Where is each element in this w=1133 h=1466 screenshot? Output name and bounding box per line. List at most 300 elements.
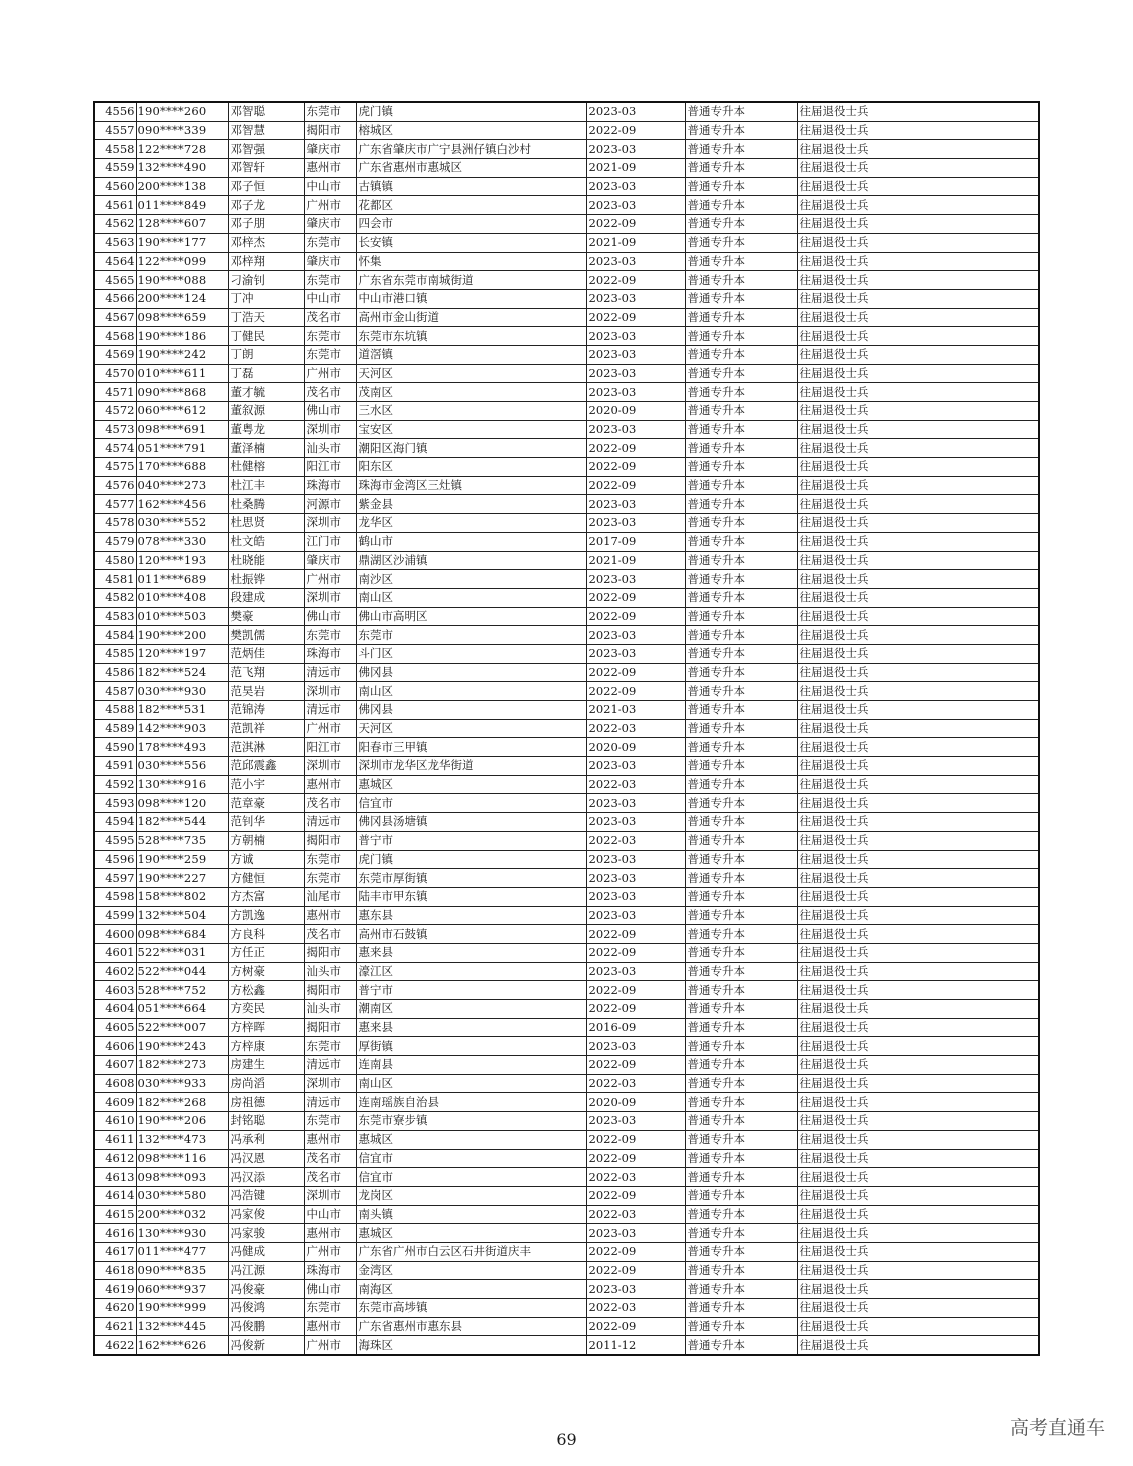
category-cell: 往届退役士兵 <box>797 495 1039 514</box>
category-cell: 往届退役士兵 <box>797 794 1039 813</box>
row-number-cell: 4616 <box>94 1224 136 1243</box>
name-cell: 冯汉恩 <box>228 1149 304 1168</box>
row-number-cell: 4600 <box>94 925 136 944</box>
city-cell: 惠州市 <box>304 1224 356 1243</box>
name-cell: 范炳佳 <box>228 644 304 663</box>
masked-id-cell: 010****503 <box>136 607 228 626</box>
program-type-cell: 普通专升本 <box>685 1261 797 1280</box>
row-number-cell: 4617 <box>94 1242 136 1261</box>
date-cell: 2022-09 <box>586 476 685 495</box>
date-cell: 2023-03 <box>586 813 685 832</box>
program-type-cell: 普通专升本 <box>685 439 797 458</box>
program-type-cell: 普通专升本 <box>685 981 797 1000</box>
date-cell: 2023-03 <box>586 906 685 925</box>
table-row <box>94 215 1039 234</box>
name-cell: 杜晓能 <box>228 551 304 570</box>
address-cell: 四会市 <box>356 215 586 234</box>
address-cell: 普宁市 <box>356 831 586 850</box>
row-number-cell: 4610 <box>94 1112 136 1131</box>
category-cell: 往届退役士兵 <box>797 345 1039 364</box>
row-number-cell: 4565 <box>94 271 136 290</box>
name-cell: 范飞翔 <box>228 663 304 682</box>
masked-id-cell: 122****728 <box>136 140 228 159</box>
table-row <box>94 831 1039 850</box>
category-cell: 往届退役士兵 <box>797 626 1039 645</box>
table-row <box>94 1261 1039 1280</box>
date-cell: 2022-03 <box>586 1205 685 1224</box>
masked-id-cell: 528****752 <box>136 981 228 1000</box>
category-cell: 往届退役士兵 <box>797 1056 1039 1075</box>
row-number-cell: 4621 <box>94 1317 136 1336</box>
name-cell: 冯家俊 <box>228 1205 304 1224</box>
city-cell: 茂名市 <box>304 308 356 327</box>
city-cell: 惠州市 <box>304 1130 356 1149</box>
table-row <box>94 813 1039 832</box>
table-row <box>94 794 1039 813</box>
date-cell: 2022-03 <box>586 1299 685 1318</box>
name-cell: 邓智强 <box>228 140 304 159</box>
table-row <box>94 233 1039 252</box>
program-type-cell: 普通专升本 <box>685 682 797 701</box>
category-cell: 往届退役士兵 <box>797 831 1039 850</box>
table-row <box>94 271 1039 290</box>
name-cell: 方梓康 <box>228 1037 304 1056</box>
date-cell: 2011-12 <box>586 1336 685 1355</box>
name-cell: 方任正 <box>228 943 304 962</box>
brand-watermark: 高考直通车 <box>1009 1417 1105 1439</box>
date-cell: 2022-09 <box>586 1242 685 1261</box>
program-type-cell: 普通专升本 <box>685 532 797 551</box>
city-cell: 江门市 <box>304 532 356 551</box>
table-row <box>94 1149 1039 1168</box>
address-cell: 连南瑶族自治县 <box>356 1093 586 1112</box>
masked-id-cell: 132****445 <box>136 1317 228 1336</box>
category-cell: 往届退役士兵 <box>797 757 1039 776</box>
address-cell: 榕城区 <box>356 121 586 140</box>
city-cell: 茂名市 <box>304 1168 356 1187</box>
city-cell: 东莞市 <box>304 1299 356 1318</box>
program-type-cell: 普通专升本 <box>685 644 797 663</box>
address-cell: 深圳市龙华区龙华街道 <box>356 757 586 776</box>
table-row <box>94 1186 1039 1205</box>
program-type-cell: 普通专升本 <box>685 514 797 533</box>
row-number-cell: 4622 <box>94 1336 136 1355</box>
table-row <box>94 887 1039 906</box>
city-cell: 汕头市 <box>304 1000 356 1019</box>
row-number-cell: 4590 <box>94 738 136 757</box>
table-row <box>94 626 1039 645</box>
address-cell: 惠城区 <box>356 1130 586 1149</box>
category-cell: 往届退役士兵 <box>797 738 1039 757</box>
category-cell: 往届退役士兵 <box>797 850 1039 869</box>
name-cell: 丁朗 <box>228 345 304 364</box>
city-cell: 东莞市 <box>304 271 356 290</box>
date-cell: 2023-03 <box>586 327 685 346</box>
date-cell: 2022-03 <box>586 775 685 794</box>
table-row <box>94 439 1039 458</box>
program-type-cell: 普通专升本 <box>685 869 797 888</box>
masked-id-cell: 098****093 <box>136 1168 228 1187</box>
address-cell: 中山市港口镇 <box>356 289 586 308</box>
name-cell: 丁健民 <box>228 327 304 346</box>
address-cell: 潮南区 <box>356 1000 586 1019</box>
city-cell: 揭阳市 <box>304 121 356 140</box>
address-cell: 天河区 <box>356 719 586 738</box>
date-cell: 2023-03 <box>586 644 685 663</box>
row-number-cell: 4570 <box>94 364 136 383</box>
address-cell: 东莞市 <box>356 626 586 645</box>
address-cell: 惠城区 <box>356 775 586 794</box>
row-number-cell: 4577 <box>94 495 136 514</box>
address-cell: 金湾区 <box>356 1261 586 1280</box>
table-row <box>94 1299 1039 1318</box>
masked-id-cell: 190****088 <box>136 271 228 290</box>
address-cell: 南山区 <box>356 1074 586 1093</box>
masked-id-cell: 090****835 <box>136 1261 228 1280</box>
program-type-cell: 普通专升本 <box>685 327 797 346</box>
name-cell: 杜桑腾 <box>228 495 304 514</box>
name-cell: 冯俊新 <box>228 1336 304 1355</box>
address-cell: 龙岗区 <box>356 1186 586 1205</box>
city-cell: 茂名市 <box>304 925 356 944</box>
address-cell: 鹤山市 <box>356 532 586 551</box>
table-row <box>94 1336 1039 1355</box>
program-type-cell: 普通专升本 <box>685 1056 797 1075</box>
masked-id-cell: 190****242 <box>136 345 228 364</box>
category-cell: 往届退役士兵 <box>797 813 1039 832</box>
category-cell: 往届退役士兵 <box>797 532 1039 551</box>
table-row <box>94 1056 1039 1075</box>
category-cell: 往届退役士兵 <box>797 1242 1039 1261</box>
category-cell: 往届退役士兵 <box>797 906 1039 925</box>
date-cell: 2021-09 <box>586 551 685 570</box>
masked-id-cell: 120****193 <box>136 551 228 570</box>
city-cell: 清远市 <box>304 1056 356 1075</box>
date-cell: 2022-09 <box>586 458 685 477</box>
city-cell: 佛山市 <box>304 402 356 421</box>
table-row <box>94 738 1039 757</box>
category-cell: 往届退役士兵 <box>797 327 1039 346</box>
masked-id-cell: 030****933 <box>136 1074 228 1093</box>
table-row <box>94 551 1039 570</box>
table-row <box>94 121 1039 140</box>
masked-id-cell: 190****227 <box>136 869 228 888</box>
category-cell: 往届退役士兵 <box>797 1299 1039 1318</box>
date-cell: 2023-03 <box>586 850 685 869</box>
name-cell: 邓梓翔 <box>228 252 304 271</box>
program-type-cell: 普通专升本 <box>685 588 797 607</box>
name-cell: 范小宇 <box>228 775 304 794</box>
address-cell: 高州市石鼓镇 <box>356 925 586 944</box>
address-cell: 珠海市金湾区三灶镇 <box>356 476 586 495</box>
table-row <box>94 607 1039 626</box>
program-type-cell: 普通专升本 <box>685 906 797 925</box>
address-cell: 广东省惠州市惠城区 <box>356 159 586 178</box>
name-cell: 范凯祥 <box>228 719 304 738</box>
name-cell: 杜思贤 <box>228 514 304 533</box>
name-cell: 董粤龙 <box>228 420 304 439</box>
name-cell: 丁浩天 <box>228 308 304 327</box>
city-cell: 清远市 <box>304 1093 356 1112</box>
address-cell: 惠城区 <box>356 1224 586 1243</box>
program-type-cell: 普通专升本 <box>685 159 797 178</box>
masked-id-cell: 098****684 <box>136 925 228 944</box>
address-cell: 惠东县 <box>356 906 586 925</box>
address-cell: 道滘镇 <box>356 345 586 364</box>
program-type-cell: 普通专升本 <box>685 1130 797 1149</box>
address-cell: 东莞市高埗镇 <box>356 1299 586 1318</box>
address-cell: 花都区 <box>356 196 586 215</box>
address-cell: 普宁市 <box>356 981 586 1000</box>
address-cell: 惠来县 <box>356 943 586 962</box>
row-number-cell: 4620 <box>94 1299 136 1318</box>
address-cell: 信宜市 <box>356 1149 586 1168</box>
row-number-cell: 4598 <box>94 887 136 906</box>
program-type-cell: 普通专升本 <box>685 719 797 738</box>
masked-id-cell: 010****611 <box>136 364 228 383</box>
city-cell: 揭阳市 <box>304 943 356 962</box>
city-cell: 广州市 <box>304 719 356 738</box>
row-number-cell: 4572 <box>94 402 136 421</box>
masked-id-cell: 182****268 <box>136 1093 228 1112</box>
category-cell: 往届退役士兵 <box>797 1224 1039 1243</box>
category-cell: 往届退役士兵 <box>797 215 1039 234</box>
program-type-cell: 普通专升本 <box>685 402 797 421</box>
category-cell: 往届退役士兵 <box>797 289 1039 308</box>
program-type-cell: 普通专升本 <box>685 1224 797 1243</box>
address-cell: 紫金县 <box>356 495 586 514</box>
row-number-cell: 4560 <box>94 177 136 196</box>
table-row <box>94 102 1039 121</box>
row-number-cell: 4595 <box>94 831 136 850</box>
table-row <box>94 719 1039 738</box>
category-cell: 往届退役士兵 <box>797 1112 1039 1131</box>
category-cell: 往届退役士兵 <box>797 383 1039 402</box>
category-cell: 往届退役士兵 <box>797 252 1039 271</box>
row-number-cell: 4573 <box>94 420 136 439</box>
table-row <box>94 1317 1039 1336</box>
date-cell: 2023-03 <box>586 140 685 159</box>
table-row <box>94 196 1039 215</box>
program-type-cell: 普通专升本 <box>685 943 797 962</box>
name-cell: 董才毓 <box>228 383 304 402</box>
address-cell: 东莞市厚街镇 <box>356 869 586 888</box>
category-cell: 往届退役士兵 <box>797 233 1039 252</box>
name-cell: 冯家骏 <box>228 1224 304 1243</box>
table-row <box>94 159 1039 178</box>
category-cell: 往届退役士兵 <box>797 402 1039 421</box>
row-number-cell: 4566 <box>94 289 136 308</box>
date-cell: 2022-03 <box>586 1074 685 1093</box>
category-cell: 往届退役士兵 <box>797 607 1039 626</box>
program-type-cell: 普通专升本 <box>685 420 797 439</box>
masked-id-cell: 122****099 <box>136 252 228 271</box>
row-number-cell: 4589 <box>94 719 136 738</box>
name-cell: 范邱震鑫 <box>228 757 304 776</box>
city-cell: 揭阳市 <box>304 831 356 850</box>
date-cell: 2022-09 <box>586 607 685 626</box>
program-type-cell: 普通专升本 <box>685 476 797 495</box>
address-cell: 宝安区 <box>356 420 586 439</box>
category-cell: 往届退役士兵 <box>797 1261 1039 1280</box>
table-row <box>94 663 1039 682</box>
masked-id-cell: 090****339 <box>136 121 228 140</box>
address-cell: 三水区 <box>356 402 586 421</box>
address-cell: 东莞市寮步镇 <box>356 1112 586 1131</box>
address-cell: 濠江区 <box>356 962 586 981</box>
page-number: 69 <box>556 1430 577 1449</box>
table-row <box>94 757 1039 776</box>
category-cell: 往届退役士兵 <box>797 887 1039 906</box>
program-type-cell: 普通专升本 <box>685 1112 797 1131</box>
row-number-cell: 4597 <box>94 869 136 888</box>
name-cell: 邓子龙 <box>228 196 304 215</box>
name-cell: 邓智轩 <box>228 159 304 178</box>
date-cell: 2023-03 <box>586 794 685 813</box>
masked-id-cell: 190****206 <box>136 1112 228 1131</box>
masked-id-cell: 078****330 <box>136 532 228 551</box>
date-cell: 2022-09 <box>586 271 685 290</box>
date-cell: 2022-09 <box>586 1186 685 1205</box>
category-cell: 往届退役士兵 <box>797 1130 1039 1149</box>
date-cell: 2023-03 <box>586 495 685 514</box>
name-cell: 方杰富 <box>228 887 304 906</box>
name-cell: 段建成 <box>228 588 304 607</box>
row-number-cell: 4609 <box>94 1093 136 1112</box>
program-type-cell: 普通专升本 <box>685 663 797 682</box>
table-row <box>94 962 1039 981</box>
row-number-cell: 4594 <box>94 813 136 832</box>
masked-id-cell: 182****273 <box>136 1056 228 1075</box>
table-row <box>94 476 1039 495</box>
table-row <box>94 1074 1039 1093</box>
name-cell: 杜江丰 <box>228 476 304 495</box>
name-cell: 方凯逸 <box>228 906 304 925</box>
masked-id-cell: 178****493 <box>136 738 228 757</box>
date-cell: 2022-03 <box>586 1168 685 1187</box>
program-type-cell: 普通专升本 <box>685 831 797 850</box>
address-cell: 茂南区 <box>356 383 586 402</box>
table-row <box>94 177 1039 196</box>
table-row <box>94 1205 1039 1224</box>
date-cell: 2023-03 <box>586 570 685 589</box>
category-cell: 往届退役士兵 <box>797 943 1039 962</box>
table-row <box>94 850 1039 869</box>
table-row <box>94 514 1039 533</box>
masked-id-cell: 142****903 <box>136 719 228 738</box>
city-cell: 珠海市 <box>304 644 356 663</box>
category-cell: 往届退役士兵 <box>797 514 1039 533</box>
name-cell: 范钊华 <box>228 813 304 832</box>
address-cell: 南海区 <box>356 1280 586 1299</box>
date-cell: 2022-09 <box>586 1261 685 1280</box>
name-cell: 邓子朋 <box>228 215 304 234</box>
address-cell: 天河区 <box>356 364 586 383</box>
masked-id-cell: 170****688 <box>136 458 228 477</box>
category-cell: 往届退役士兵 <box>797 551 1039 570</box>
masked-id-cell: 060****612 <box>136 402 228 421</box>
row-number-cell: 4605 <box>94 1018 136 1037</box>
program-type-cell: 普通专升本 <box>685 1186 797 1205</box>
name-cell: 樊豪 <box>228 607 304 626</box>
category-cell: 往届退役士兵 <box>797 308 1039 327</box>
table-row <box>94 701 1039 720</box>
name-cell: 刁渝钊 <box>228 271 304 290</box>
category-cell: 往届退役士兵 <box>797 1168 1039 1187</box>
row-number-cell: 4556 <box>94 102 136 121</box>
row-number-cell: 4563 <box>94 233 136 252</box>
category-cell: 往届退役士兵 <box>797 644 1039 663</box>
date-cell: 2023-03 <box>586 289 685 308</box>
row-number-cell: 4567 <box>94 308 136 327</box>
row-number-cell: 4574 <box>94 439 136 458</box>
name-cell: 冯江源 <box>228 1261 304 1280</box>
category-cell: 往届退役士兵 <box>797 177 1039 196</box>
date-cell: 2020-09 <box>586 1093 685 1112</box>
address-cell: 龙华区 <box>356 514 586 533</box>
date-cell: 2022-03 <box>586 719 685 738</box>
date-cell: 2020-09 <box>586 738 685 757</box>
masked-id-cell: 190****260 <box>136 102 228 121</box>
category-cell: 往届退役士兵 <box>797 1336 1039 1355</box>
masked-id-cell: 011****689 <box>136 570 228 589</box>
table-row <box>94 345 1039 364</box>
table-row <box>94 775 1039 794</box>
city-cell: 佛山市 <box>304 607 356 626</box>
category-cell: 往届退役士兵 <box>797 196 1039 215</box>
row-number-cell: 4612 <box>94 1149 136 1168</box>
roster-table-container <box>93 101 1038 1356</box>
row-number-cell: 4611 <box>94 1130 136 1149</box>
row-number-cell: 4569 <box>94 345 136 364</box>
date-cell: 2023-03 <box>586 383 685 402</box>
row-number-cell: 4585 <box>94 644 136 663</box>
masked-id-cell: 190****999 <box>136 1299 228 1318</box>
city-cell: 东莞市 <box>304 1112 356 1131</box>
program-type-cell: 普通专升本 <box>685 551 797 570</box>
row-number-cell: 4601 <box>94 943 136 962</box>
program-type-cell: 普通专升本 <box>685 757 797 776</box>
city-cell: 东莞市 <box>304 1037 356 1056</box>
row-number-cell: 4568 <box>94 327 136 346</box>
address-cell: 广东省肇庆市广宁县洲仔镇白沙村 <box>356 140 586 159</box>
row-number-cell: 4581 <box>94 570 136 589</box>
name-cell: 方诚 <box>228 850 304 869</box>
masked-id-cell: 182****531 <box>136 701 228 720</box>
program-type-cell: 普通专升本 <box>685 887 797 906</box>
date-cell: 2023-03 <box>586 345 685 364</box>
name-cell: 房尚滔 <box>228 1074 304 1093</box>
date-cell: 2023-03 <box>586 1037 685 1056</box>
program-type-cell: 普通专升本 <box>685 925 797 944</box>
city-cell: 珠海市 <box>304 1261 356 1280</box>
name-cell: 方梓晖 <box>228 1018 304 1037</box>
address-cell: 高州市金山街道 <box>356 308 586 327</box>
address-cell: 南头镇 <box>356 1205 586 1224</box>
name-cell: 方朝楠 <box>228 831 304 850</box>
row-number-cell: 4564 <box>94 252 136 271</box>
masked-id-cell: 098****691 <box>136 420 228 439</box>
date-cell: 2016-09 <box>586 1018 685 1037</box>
address-cell: 广东省惠州市惠东县 <box>356 1317 586 1336</box>
city-cell: 肇庆市 <box>304 140 356 159</box>
category-cell: 往届退役士兵 <box>797 588 1039 607</box>
program-type-cell: 普通专升本 <box>685 308 797 327</box>
city-cell: 惠州市 <box>304 906 356 925</box>
address-cell: 斗门区 <box>356 644 586 663</box>
name-cell: 方树豪 <box>228 962 304 981</box>
row-number-cell: 4603 <box>94 981 136 1000</box>
